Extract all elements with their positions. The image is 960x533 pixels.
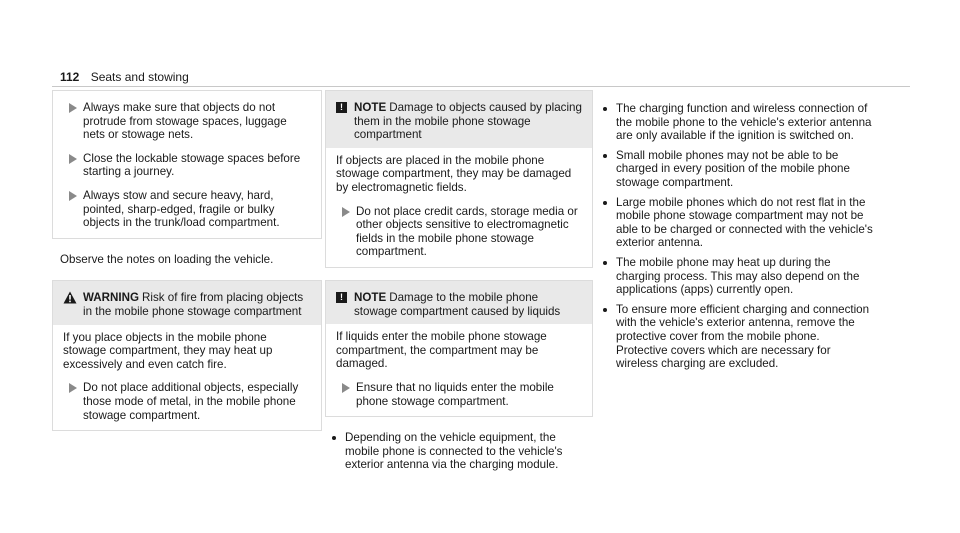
note-box [325,90,593,268]
step-item [63,152,311,179]
step-arrow-icon [342,207,350,217]
step-item [63,101,311,142]
step-text: Do not place credit cards, storage media or other objects sensitive to electromagnetic fields in the mobile phone stowage compartment. [356,204,578,259]
section-title: Seats and stowing [90,70,189,84]
list-item-text: To ensure more efficient charging and connection with the vehicle's exterior antenna, remove the protective cover from the mobile phone. Protective covers which are necessary for wireless charging are excluded. [616,302,870,371]
bullet-icon [332,436,336,440]
bullet-icon [603,201,607,205]
step-text: Always make sure that objects do not protrude from stowage spaces, luggage nets or stowage nets. [83,101,287,142]
note-label: NOTE [354,290,387,304]
instruction-box [52,90,322,239]
note-label: NOTE [354,101,387,114]
warning-triangle-icon [63,291,77,304]
list-item [331,431,593,472]
step-item [63,381,311,422]
list-item [602,303,874,371]
warning-body: If you place objects in the mobile phone stowage compartment, they may heat up excessively and even catch fire. [63,330,273,371]
list-item [602,102,874,143]
column-right [602,90,874,377]
exclamation-icon: ! [336,102,347,113]
step-item [336,205,582,259]
list-item-text: Depending on the vehicle equipment, the mobile phone is connected to the vehicle's exterior antenna via the charging module. [345,431,563,472]
column-left [52,90,322,431]
bullet-list [602,102,874,371]
page-number: 112 [60,70,80,84]
warning-header [53,281,321,324]
page-header [60,71,189,85]
list-item [602,149,874,190]
bullet-list [331,431,593,472]
step-text: Do not place additional objects, especially those mode of metal, in the mobile phone stowage compartment. [83,381,299,422]
step-text: Always stow and secure heavy, hard, pointed, sharp-edged, fragile or bulky objects in the trunk/load compartment. [83,188,280,230]
step-arrow-icon [342,383,350,393]
note-title: Damage to the mobile phone stowage compartment caused by liquids [354,290,561,318]
list-item-text: Large mobile phones which do not rest flat in the mobile phone stowage compartment may not be able to be charged or connected with the vehicle's exterior antenna. [616,195,873,250]
note-header [326,91,592,148]
list-item [602,256,874,297]
step-arrow-icon [69,154,77,164]
note-body: If liquids enter the mobile phone stowage compartment, the compartment may be damaged. [336,330,547,371]
list-item-text: The mobile phone may heat up during the charging process. This may also depend on the applications (apps) currently open. [616,255,860,297]
step-arrow-icon [69,383,77,393]
list-item [602,196,874,250]
list-item-text: The charging function and wireless connection of the mobile phone to the vehicle's exterior antenna are only available if the ignition is switched on. [616,102,872,143]
note-header [326,281,592,324]
list-item-text: Small mobile phones may not be able to be charged in every position of the mobile phone stowage compartment. [616,148,850,189]
bullet-icon [603,308,607,312]
warning-title: Risk of fire from placing objects in the mobile phone stowage compartment [83,291,304,318]
bullet-icon [603,154,607,158]
step-arrow-icon [69,103,77,113]
note-box [325,280,593,417]
step-item [63,189,311,230]
observe-text: Observe the notes on loading the vehicle. [60,252,274,266]
exclamation-icon: ! [336,292,347,303]
step-text: Close the lockable stowage spaces before starting a journey. [83,151,301,179]
step-text: Ensure that no liquids enter the mobile phone stowage compartment. [356,380,554,408]
header-divider [52,86,910,87]
bullet-icon [603,107,607,111]
note-body: If objects are placed in the mobile phone stowage compartment, they may be damaged by electromagnetic fields. [336,153,572,194]
note-title: Damage to objects caused by placing them in the mobile phone stowage compartment [354,101,582,142]
step-arrow-icon [69,191,77,201]
warning-label: WARNING [83,291,140,305]
column-middle [325,90,593,478]
warning-box [52,280,322,431]
bullet-icon [603,261,607,265]
step-item [336,381,582,408]
